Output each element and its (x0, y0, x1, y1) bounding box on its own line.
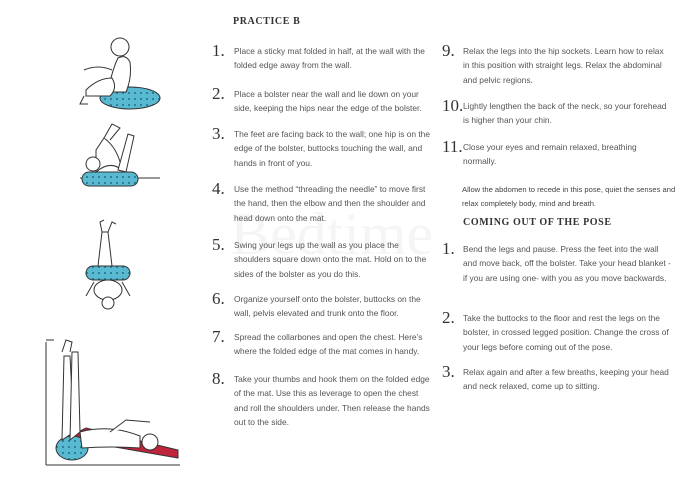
step-number: 2. (212, 84, 225, 103)
step-number: 3. (442, 362, 455, 381)
step-text: Relax again and after a few breaths, keeping your head and neck relaxed, come up to sitting. (463, 367, 669, 392)
figure-viparita-karani (46, 340, 180, 465)
step-number: 7. (212, 327, 225, 346)
step-number: 11. (442, 137, 463, 156)
practice-title: PRACTICE B (233, 16, 301, 27)
step-number: 10. (442, 96, 464, 115)
figure-legs-up (86, 220, 130, 309)
pose-illustrations (0, 0, 200, 498)
coming-out-title: COMING OUT OF THE POSE (463, 217, 612, 228)
step-number: 3. (212, 124, 225, 143)
step-number: 1. (212, 41, 225, 60)
step-number: 4. (212, 179, 225, 198)
step-text: Lightly lengthen the back of the neck, so your forehead is higher than your chin. (463, 101, 667, 126)
step-text: Take your thumbs and hook them on the folded edge of the mat. Use this as leverage to open the chest and roll the shoulders under. Then release the hands out to the side. (234, 374, 430, 428)
step-text: Use the method “threading the needle” to move first the hand, then the elbow and then the shoulder and head down onto the mat. (234, 184, 426, 223)
step-number: 9. (442, 41, 455, 60)
step-text: Bend the legs and pause. Press the feet into the wall and move back, off the bolster. Take your head blanket -if you are using one- with you as you move backwards. (463, 244, 671, 283)
step-number: 2. (442, 308, 455, 327)
step-text: Close your eyes and remain relaxed, breathing normally. (463, 142, 637, 167)
figure-seated-on-bolster (80, 38, 160, 109)
step-number: 8. (212, 369, 225, 388)
step-text: Spread the collarbones and open the chest. Here’s where the folded edge of the mat comes in handy. (234, 332, 423, 357)
step-number: 1. (442, 239, 455, 258)
figure-side-lying (80, 124, 160, 186)
step-text: Place a bolster near the wall and lie down on your side, keeping the hips near the edge of the bolster. (234, 89, 422, 114)
step-number: 6. (212, 289, 225, 308)
step-text: Swing your legs up the wall as you place the shoulders square down onto the mat. Hold on to the sides of the bolster as you do this. (234, 240, 427, 279)
step-text: Take the buttocks to the floor and rest the legs on the bolster, in crossed legged position. Change the cross of your legs before coming out of the pose. (463, 313, 669, 352)
step-text: Organize yourself onto the bolster, buttocks on the wall, pelvis elevated and trunk onto the floor. (234, 294, 421, 319)
step-text: Relax the legs into the hip sockets. Learn how to relax in this position with straight legs. Relax the abdominal and pelvic regions. (463, 46, 664, 85)
step-number: 5. (212, 235, 225, 254)
step-text: The feet are facing back to the wall; one hip is on the edge of the bolster, buttocks touching the wall, and hands in front of you. (234, 129, 431, 168)
step-text: Place a sticky mat folded in half, at the wall with the folded edge away from the wall. (234, 46, 425, 71)
relax-note: Allow the abdomen to recede in this pose, quiet the senses and relax completely body, mind and breath. (462, 185, 676, 208)
